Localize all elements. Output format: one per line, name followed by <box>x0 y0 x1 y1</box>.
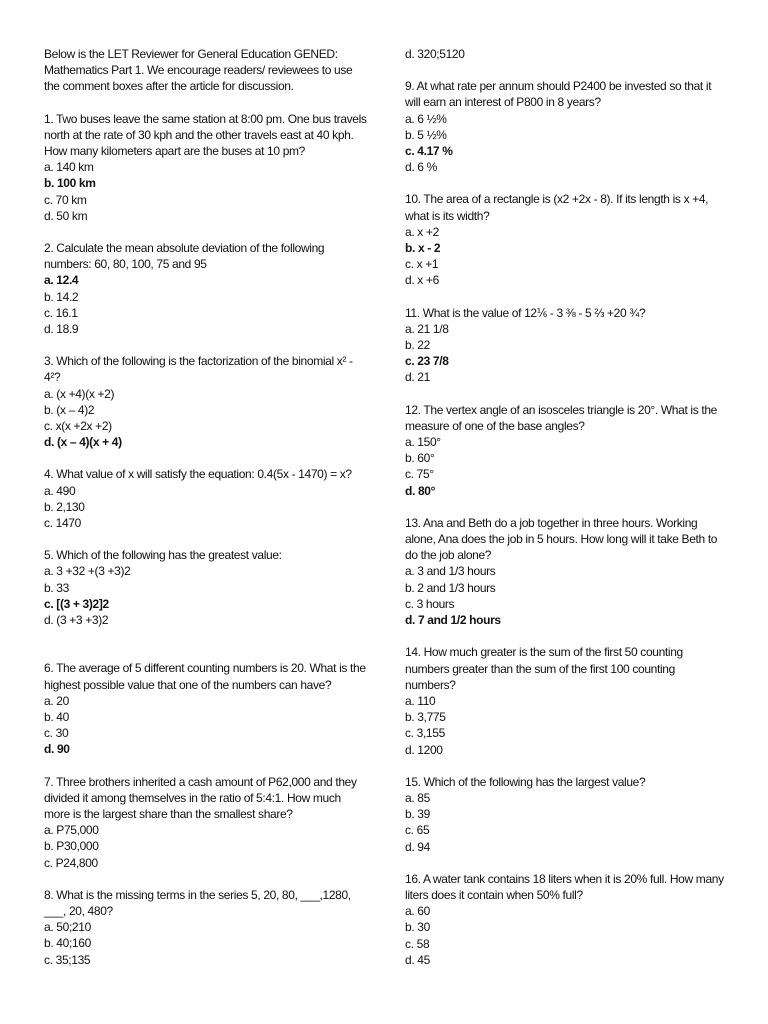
question-text: 13. Ana and Beth do a job together in three hours. Working alone, Ana does the job in 5 hours. How long will it take Beth to do the job alone? <box>405 515 718 563</box>
answer-option-correct: d. 7 and 1/2 hours <box>405 613 501 628</box>
question-text: 11. What is the value of 12⅙ - 3 ⅜ - 5 ⅔ +20 ¾? <box>405 305 646 320</box>
question-text: 15. Which of the following has the largest value? <box>405 774 646 789</box>
question-block <box>44 353 369 450</box>
question-block <box>44 466 369 531</box>
question-block <box>44 774 369 871</box>
answer-option: b. 39 <box>405 807 430 822</box>
answer-option: b. 3,775 <box>405 710 446 725</box>
answer-option: d. (3 +3 +3)2 <box>44 613 109 628</box>
answer-option: a. x +2 <box>405 224 439 239</box>
question-text: 14. How much greater is the sum of the first 50 counting numbers greater than the sum of the first 100 counting numbers? <box>405 645 683 692</box>
answer-option-correct: c. 4.17 % <box>405 144 453 159</box>
question-text: 5. Which of the following has the greatest value: <box>44 548 282 563</box>
answer-option-correct: c. [(3 + 3)2]2 <box>44 596 109 611</box>
question-text: 2. Calculate the mean absolute deviation of the following numbers: 60, 80, 100, 75 and 95 <box>44 241 325 272</box>
answer-option-correct: c. 23 7/8 <box>405 354 449 369</box>
intro-paragraph: Below is the LET Reviewer for General Education GENED: Mathematics Part 1. We encourage readers/ reviewees to use the comment boxes after the article for discussion. <box>44 47 353 94</box>
right-question-list <box>405 78 727 968</box>
answer-option: b. 40 <box>44 709 69 724</box>
answer-option: a. 3 +32 +(3 +3)2 <box>44 564 131 579</box>
question-block <box>44 547 369 628</box>
answer-option: d. 94 <box>405 839 430 854</box>
answer-option: a. P75,000 <box>44 823 99 838</box>
question-block <box>405 305 727 386</box>
question-block <box>405 515 727 628</box>
left-question-list <box>44 111 369 968</box>
answer-option: a. (x +4)(x +2) <box>44 386 115 401</box>
question-block <box>405 78 727 175</box>
answer-option: b. 22 <box>405 338 430 353</box>
answer-option: b. 5 ½% <box>405 127 447 142</box>
question-text: 10. The area of a rectangle is (x2 +2x - 8). If its length is x +4, what is its width? <box>405 192 709 223</box>
question-block <box>405 644 727 757</box>
answer-option: c. P24,800 <box>44 855 98 870</box>
answer-option: a. 3 and 1/3 hours <box>405 564 496 579</box>
question-text: 1. Two buses leave the same station at 8:00 pm. One bus travels north at the rate of 30 kph and the other travels east at 40 kph. How many kilometers apart are the buses at 10 pm? <box>44 111 367 159</box>
carryover-option: d. 320;5120 <box>405 47 465 61</box>
answer-option: a. 21 1/8 <box>405 321 449 336</box>
answer-option: c. x +1 <box>405 257 439 272</box>
answer-option: d. 1200 <box>405 742 443 757</box>
question-block <box>44 660 369 757</box>
question-text: 16. A water tank contains 18 liters when it is 20% full. How many liters does it contain when 50% full? <box>405 871 724 902</box>
answer-option: a. 85 <box>405 790 430 805</box>
question-text: 9. At what rate per annum should P2400 be invested so that it will earn an interest of P800 in 8 years? <box>405 79 712 110</box>
question-text: 4. What value of x will satisfy the equation: 0.4(5x - 1470) = x? <box>44 467 352 482</box>
answer-option: a. 150° <box>405 435 441 450</box>
answer-option: b. 14.2 <box>44 289 79 304</box>
answer-option: d. 45 <box>405 952 430 967</box>
answer-option: a. 110 <box>405 693 436 708</box>
question-text: 8. What is the missing terms in the series 5, 20, 80, ___,1280, ___, 20, 480? <box>44 887 351 918</box>
right-column <box>405 46 727 984</box>
answer-option-correct: d. 80° <box>405 483 436 498</box>
question-text: 6. The average of 5 different counting numbers is 20. What is the highest possible value that one of the numbers can have? <box>44 661 366 692</box>
answer-option-correct: b. 100 km <box>44 176 96 191</box>
answer-option: a. 490 <box>44 483 76 498</box>
question-text: 3. Which of the following is the factorization of the binomial x² - 4²? <box>44 354 353 385</box>
answer-option: b. 2 and 1/3 hours <box>405 580 496 595</box>
question-text: 7. Three brothers inherited a cash amount of P62,000 and they divided it among themselves in the ratio of 5:4:1. How much more is the largest share than the smallest share? <box>44 774 357 821</box>
question-block <box>44 887 369 968</box>
answer-option: b. 40;160 <box>44 936 91 951</box>
answer-option: b. 2,130 <box>44 499 85 514</box>
answer-option: a. 140 km <box>44 160 94 175</box>
question-block <box>405 402 727 499</box>
question-block <box>405 774 727 855</box>
left-column <box>44 46 369 984</box>
answer-option: c. 16.1 <box>44 305 78 320</box>
answer-option: c. 70 km <box>44 192 87 207</box>
answer-option: b. 60° <box>405 451 435 466</box>
answer-option: d. 50 km <box>44 208 88 223</box>
answer-option: c. 65 <box>405 823 430 838</box>
answer-option: c. x(x +2x +2) <box>44 419 112 434</box>
answer-option: d. 18.9 <box>44 322 79 337</box>
answer-option-correct: b. x - 2 <box>405 241 441 256</box>
answer-option: d. 6 % <box>405 160 437 175</box>
answer-option: d. x +6 <box>405 273 439 288</box>
answer-option: c. 58 <box>405 936 430 951</box>
answer-option-correct: d. (x – 4)(x + 4) <box>44 435 122 450</box>
answer-option: c. 1470 <box>44 516 81 531</box>
question-text: 12. The vertex angle of an isosceles triangle is 20°. What is the measure of one of the base angles? <box>405 402 718 433</box>
answer-option: a. 20 <box>44 693 69 708</box>
answer-option: c. 30 <box>44 726 69 741</box>
answer-option: a. 50;210 <box>44 920 91 935</box>
answer-option-correct: d. 90 <box>44 742 70 757</box>
answer-option: c. 3 hours <box>405 596 455 611</box>
answer-option: b. (x – 4)2 <box>44 402 95 417</box>
answer-option: b. 30 <box>405 920 430 935</box>
answer-option: a. 60 <box>405 904 430 919</box>
question-block <box>44 240 369 337</box>
answer-option: d. 21 <box>405 370 430 385</box>
answer-option-correct: a. 12.4 <box>44 273 79 288</box>
answer-option: b. 33 <box>44 580 69 595</box>
answer-option: c. 75° <box>405 467 434 482</box>
question-block <box>405 191 727 288</box>
question-block <box>44 111 369 224</box>
question-block <box>405 871 727 968</box>
answer-option: b. P30,000 <box>44 839 99 854</box>
answer-option: c. 35;135 <box>44 952 91 967</box>
answer-option: c. 3,155 <box>405 726 445 741</box>
answer-option: a. 6 ½% <box>405 111 447 126</box>
